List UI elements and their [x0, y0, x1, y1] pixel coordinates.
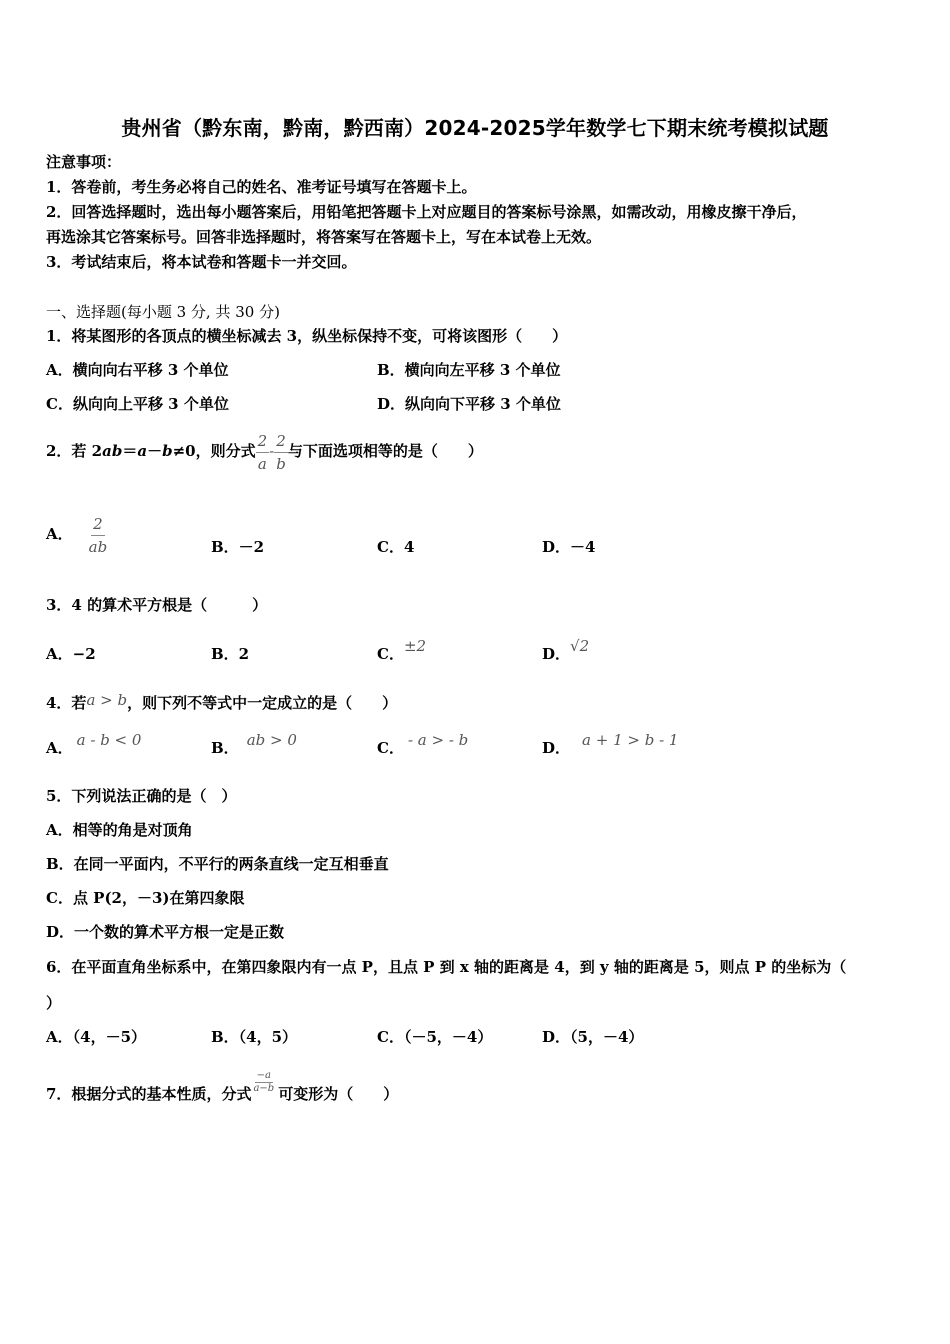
- question-3-option-b: B．2: [211, 645, 250, 663]
- q2-a-fraction: [87, 513, 110, 558]
- q2-frac1-num: 2: [256, 430, 270, 453]
- q7-fraction: [251, 1070, 276, 1095]
- question-5-stem: 5．下列说法正确的是（ ）: [46, 787, 237, 805]
- q4-d-label: D．: [542, 739, 571, 757]
- notice-item-1: 1．答卷前，考生务必将自己的姓名、准考证号填写在答题卡上。: [46, 178, 477, 196]
- q2-frac1-den: a: [257, 454, 267, 473]
- q7-prefix: 7．根据分式的基本性质，分式: [46, 1085, 252, 1103]
- q2-a-label: A．: [46, 525, 73, 543]
- question-5-option-b: B．在同一平面内，不平行的两条直线一定互相垂直: [46, 855, 389, 873]
- q2-b: b: [162, 442, 173, 460]
- q3-c-math: ±2: [403, 637, 427, 655]
- q3-c-label: C．: [377, 645, 404, 663]
- q2-frac-minus: -: [269, 442, 275, 460]
- question-4-stem: [46, 693, 397, 713]
- section-heading: 一、选择题(每小题 3 分, 共 30 分): [46, 303, 280, 321]
- question-5-option-d: D．一个数的算术平方根一定是正数: [46, 923, 285, 941]
- question-2-option-b: B．－2: [211, 538, 265, 556]
- question-3-stem: 3．4 的算术平方根是（ ）: [46, 596, 268, 614]
- q4-b-math: ab > 0: [246, 731, 297, 749]
- q4-suffix: ，则下列不等式中一定成立的是（ ）: [127, 694, 398, 712]
- q4-b-label: B．: [211, 739, 239, 757]
- q4-a-math: a - b < 0: [76, 731, 142, 749]
- q2-eq: ＝: [122, 442, 138, 460]
- question-5-option-a: A．相等的角是对顶角: [46, 821, 193, 839]
- question-3-option-d: [542, 637, 590, 664]
- question-1-stem: 1．将某图形的各顶点的横坐标减去 3，纵坐标保持不变，可将该图形（ ）: [46, 327, 568, 345]
- question-6-stem-cont: ）: [46, 994, 62, 1012]
- q2-a-den: ab: [88, 537, 108, 556]
- q2-a: a: [137, 442, 148, 460]
- question-6-option-d: D．（5，－4）: [542, 1028, 644, 1046]
- question-3-option-c: [377, 637, 427, 664]
- question-1-option-a: A．横向向右平移 3 个单位: [46, 361, 229, 379]
- question-4-option-d: [542, 731, 679, 758]
- q3-d-label: D．: [542, 645, 571, 663]
- page-title: 贵州省（黔东南，黔南，黔西南）2024-2025学年数学七下期末统考模拟试题: [121, 116, 829, 140]
- notice-item-2: 2．回答选择题时，选出每小题答案后，用铅笔把答题卡上对应题目的答案标号涂黑，如需改动，用橡皮擦干净后，: [46, 203, 807, 221]
- question-6-option-a: A．（4，－5）: [46, 1028, 147, 1046]
- question-4-option-a: [46, 731, 142, 758]
- q4-c-math: - a > - b: [407, 731, 469, 749]
- q4-c-label: C．: [377, 739, 404, 757]
- notice-item-3: 3．考试结束后，将本试卷和答题卡一并交回。: [46, 253, 357, 271]
- q7-num: −a: [256, 1070, 271, 1081]
- q2-ab: ab: [102, 442, 123, 460]
- question-6-option-c: C．（－5，－4）: [377, 1028, 493, 1046]
- q2-fraction-1: [256, 430, 270, 475]
- q3-d-math: √2: [570, 637, 590, 655]
- q4-a-label: A．: [46, 739, 73, 757]
- q2-frac2-num: 2: [274, 430, 288, 453]
- q4-prefix: 4．若: [46, 694, 87, 712]
- q4-d-math: a + 1 > b - 1: [582, 731, 679, 749]
- q2-fraction-2: [274, 430, 288, 475]
- question-6-option-b: B．（4，5）: [211, 1028, 298, 1046]
- question-4-option-c: [377, 731, 469, 758]
- q7-den: a−b: [253, 1083, 275, 1094]
- question-2-option-c: C．4: [377, 538, 415, 556]
- q2-neq: ≠0，则分式: [172, 442, 256, 460]
- q4-condition: a > b: [86, 691, 128, 709]
- question-6-stem: 6．在平面直角坐标系中，在第四象限内有一点 P，且点 P 到 x 轴的距离是 4，到 y 轴的距离是 5，则点 P 的坐标为（: [46, 958, 847, 976]
- q7-suffix: 可变形为（ ）: [278, 1085, 399, 1103]
- question-1-option-b: B．横向向左平移 3 个单位: [377, 361, 561, 379]
- question-2-option-a: [46, 512, 109, 558]
- question-2-option-d: D．－4: [542, 538, 596, 556]
- question-3-option-a: A．−2: [46, 645, 96, 663]
- q2-a-num: 2: [91, 513, 105, 536]
- question-5-option-c: C．点 P(2，－3)在第四象限: [46, 889, 245, 907]
- question-1-option-d: D．纵向向下平移 3 个单位: [377, 395, 561, 413]
- question-4-option-b: [211, 731, 297, 758]
- question-7-stem: [46, 1068, 398, 1120]
- question-2-stem: [46, 428, 483, 475]
- notice-heading: 注意事项：: [46, 153, 122, 171]
- q2-suffix: 与下面选项相等的是（ ）: [287, 442, 483, 460]
- q2-prefix: 2．若 2: [46, 442, 103, 460]
- question-1-option-c: C．纵向向上平移 3 个单位: [46, 395, 229, 413]
- q2-frac2-den: b: [276, 454, 286, 473]
- notice-item-2-cont: 再选涂其它答案标号。回答非选择题时，将答案写在答题卡上，写在本试卷上无效。: [46, 228, 602, 246]
- q2-minus: －: [147, 442, 163, 460]
